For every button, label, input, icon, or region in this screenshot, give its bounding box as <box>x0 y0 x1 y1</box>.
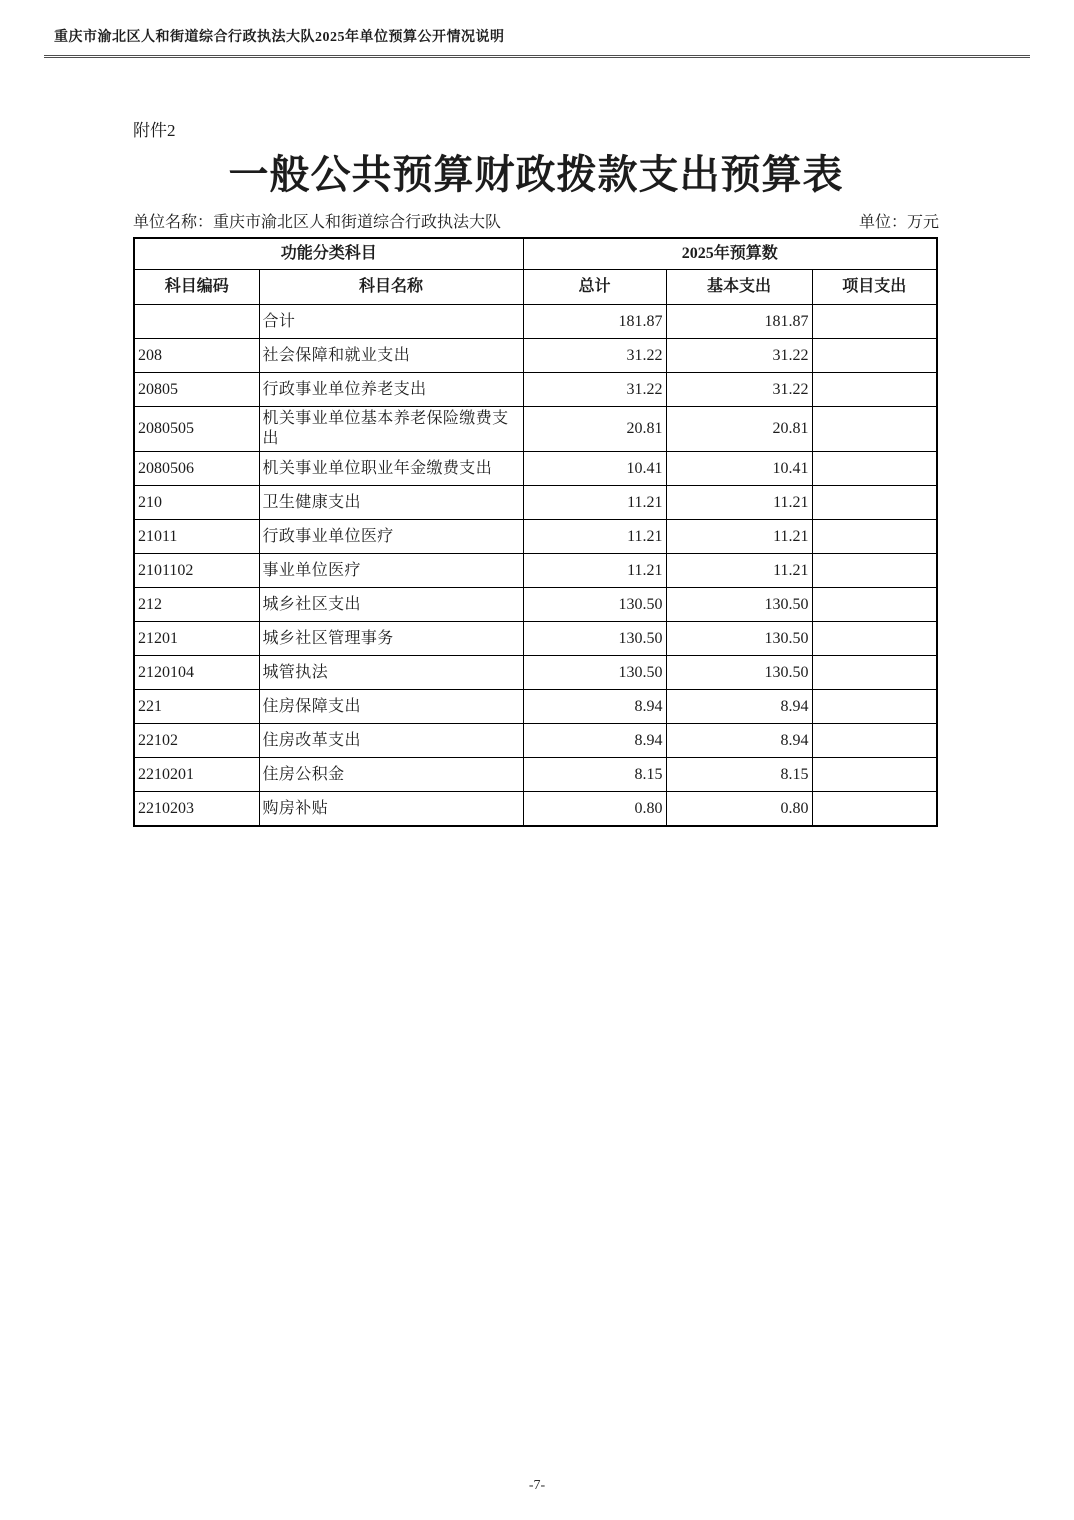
basic-expense-cell: 8.15 <box>666 758 812 792</box>
table-row <box>134 486 937 520</box>
subject-code-cell: 20805 <box>134 373 259 407</box>
total-cell: 11.21 <box>523 520 666 554</box>
total-cell: 181.87 <box>523 305 666 339</box>
subject-code-cell: 22102 <box>134 724 259 758</box>
subject-name-cell: 事业单位医疗 <box>259 554 523 588</box>
subject-name-cell: 住房改革支出 <box>259 724 523 758</box>
project-expense-cell <box>812 656 937 690</box>
table-row <box>134 373 937 407</box>
subject-name-cell: 住房公积金 <box>259 758 523 792</box>
subject-name-cell: 社会保障和就业支出 <box>259 339 523 373</box>
total-cell: 31.22 <box>523 373 666 407</box>
total-cell: 8.15 <box>523 758 666 792</box>
page-content <box>133 116 939 827</box>
table-row <box>134 622 937 656</box>
column-header-subject-code: 科目编码 <box>134 270 259 305</box>
basic-expense-cell: 20.81 <box>666 407 812 452</box>
subject-name-cell: 城乡社区管理事务 <box>259 622 523 656</box>
subject-name-cell: 合计 <box>259 305 523 339</box>
subject-code-cell <box>134 305 259 339</box>
subject-code-cell: 21201 <box>134 622 259 656</box>
doc-header-title: 重庆市渝北区人和街道综合行政执法大队2025年单位预算公开情况说明 <box>54 30 505 45</box>
table-row <box>134 339 937 373</box>
table-meta-row <box>133 209 939 232</box>
subject-code-cell: 2210203 <box>134 792 259 827</box>
subject-code-cell: 2080506 <box>134 452 259 486</box>
subject-name-cell: 城管执法 <box>259 656 523 690</box>
project-expense-cell <box>812 758 937 792</box>
subject-code-cell: 2120104 <box>134 656 259 690</box>
column-header-total: 总计 <box>523 270 666 305</box>
basic-expense-cell: 181.87 <box>666 305 812 339</box>
total-cell: 20.81 <box>523 407 666 452</box>
subject-name-cell: 行政事业单位医疗 <box>259 520 523 554</box>
subject-code-cell: 208 <box>134 339 259 373</box>
project-expense-cell <box>812 690 937 724</box>
column-header-subject-name: 科目名称 <box>259 270 523 305</box>
table-row <box>134 520 937 554</box>
table-row <box>134 724 937 758</box>
subject-name-cell: 机关事业单位职业年金缴费支出 <box>259 452 523 486</box>
basic-expense-cell: 8.94 <box>666 690 812 724</box>
total-cell: 11.21 <box>523 486 666 520</box>
total-cell: 10.41 <box>523 452 666 486</box>
total-cell: 0.80 <box>523 792 666 827</box>
table-row <box>134 656 937 690</box>
basic-expense-cell: 31.22 <box>666 339 812 373</box>
total-cell: 31.22 <box>523 339 666 373</box>
project-expense-cell <box>812 339 937 373</box>
table-column-header-row <box>134 270 937 305</box>
project-expense-cell <box>812 588 937 622</box>
table-row <box>134 554 937 588</box>
table-row <box>134 690 937 724</box>
subject-name-cell: 购房补贴 <box>259 792 523 827</box>
subject-code-cell: 221 <box>134 690 259 724</box>
column-header-project-expense: 项目支出 <box>812 270 937 305</box>
page-title: 一般公共预算财政拨款支出预算表 <box>228 152 844 197</box>
currency-unit-label: 单位：万元 <box>858 214 939 231</box>
project-expense-cell <box>812 792 937 827</box>
subject-name-cell: 行政事业单位养老支出 <box>259 373 523 407</box>
total-cell: 130.50 <box>523 588 666 622</box>
project-expense-cell <box>812 486 937 520</box>
group-header-2025-budget: 2025年预算数 <box>523 238 937 270</box>
project-expense-cell <box>812 373 937 407</box>
basic-expense-cell: 11.21 <box>666 486 812 520</box>
project-expense-cell <box>812 305 937 339</box>
subject-name-cell: 机关事业单位基本养老保险缴费支出 <box>259 407 523 452</box>
subject-name-cell: 住房保障支出 <box>259 690 523 724</box>
subject-code-cell: 2210201 <box>134 758 259 792</box>
basic-expense-cell: 11.21 <box>666 554 812 588</box>
total-cell: 130.50 <box>523 656 666 690</box>
basic-expense-cell: 0.80 <box>666 792 812 827</box>
budget-table-head <box>134 238 937 305</box>
basic-expense-cell: 8.94 <box>666 724 812 758</box>
group-header-function-classification: 功能分类科目 <box>134 238 523 270</box>
table-group-header-row <box>134 238 937 270</box>
basic-expense-cell: 11.21 <box>666 520 812 554</box>
column-header-basic-expense: 基本支出 <box>666 270 812 305</box>
subject-code-cell: 210 <box>134 486 259 520</box>
subject-code-cell: 2101102 <box>134 554 259 588</box>
unit-name-label: 单位名称：重庆市渝北区人和街道综合行政执法大队 <box>133 214 502 231</box>
budget-table-body <box>134 305 937 827</box>
table-row <box>134 792 937 827</box>
table-row <box>134 452 937 486</box>
attachment-label: 附件2 <box>133 121 176 140</box>
basic-expense-cell: 130.50 <box>666 622 812 656</box>
project-expense-cell <box>812 724 937 758</box>
project-expense-cell <box>812 520 937 554</box>
table-row <box>134 588 937 622</box>
doc-header <box>44 0 1030 58</box>
budget-table <box>133 237 938 827</box>
table-row <box>134 305 937 339</box>
basic-expense-cell: 130.50 <box>666 588 812 622</box>
project-expense-cell <box>812 407 937 452</box>
total-cell: 11.21 <box>523 554 666 588</box>
subject-code-cell: 2080505 <box>134 407 259 452</box>
total-cell: 8.94 <box>523 724 666 758</box>
subject-code-cell: 212 <box>134 588 259 622</box>
subject-name-cell: 卫生健康支出 <box>259 486 523 520</box>
page-number: -7- <box>528 1478 546 1493</box>
subject-name-cell: 城乡社区支出 <box>259 588 523 622</box>
table-row <box>134 758 937 792</box>
basic-expense-cell: 130.50 <box>666 656 812 690</box>
project-expense-cell <box>812 452 937 486</box>
basic-expense-cell: 31.22 <box>666 373 812 407</box>
basic-expense-cell: 10.41 <box>666 452 812 486</box>
project-expense-cell <box>812 622 937 656</box>
total-cell: 130.50 <box>523 622 666 656</box>
subject-code-cell: 21011 <box>134 520 259 554</box>
project-expense-cell <box>812 554 937 588</box>
total-cell: 8.94 <box>523 690 666 724</box>
table-row <box>134 407 937 452</box>
